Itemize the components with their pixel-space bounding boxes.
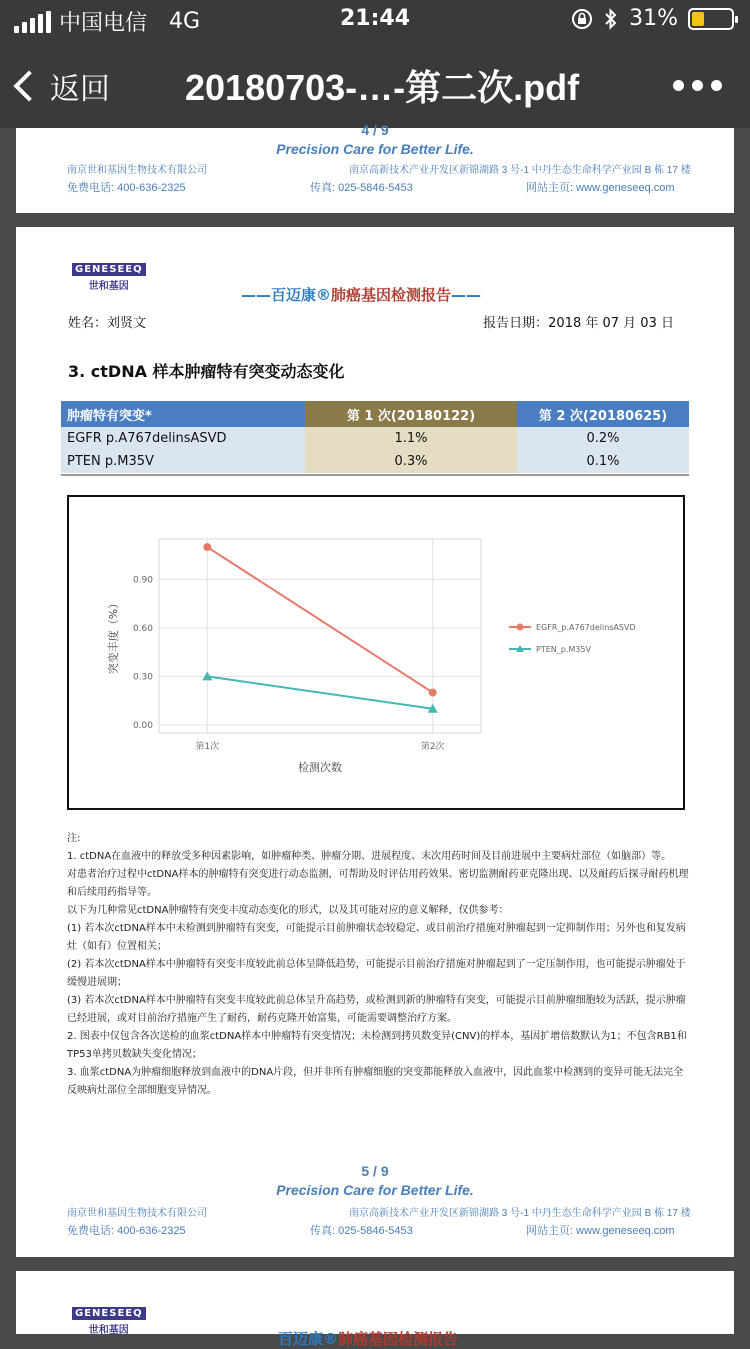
- footer-address: 南京高新技术产业开发区新锦湖路 3 号-1 中丹生态生命科学产业园 B 栋 17 楼: [349, 165, 691, 176]
- note-line: (1) 若本次ctDNA样本中未检测到肿瘤特有突变，可能提示目前肿瘤状态较稳定、或目前治疗措施对肿瘤起到一定抑制作用；另外也和复发病灶（如有）位置相关；: [67, 923, 686, 952]
- rotation-lock-icon: [571, 8, 593, 30]
- note-line: 以下为几种常见ctDNA肿瘤特有突变丰度动态变化的形式，以及其可能对应的意义解释，仅供参考：: [67, 905, 509, 916]
- mutation-chart-frame: [67, 495, 685, 810]
- x-tick-label: 第2次: [420, 742, 445, 752]
- mutation-trend-chart: [69, 497, 683, 808]
- x-tick-label: 第1次: [195, 742, 220, 752]
- patient-name: 姓名：刘贤文: [68, 316, 147, 331]
- table-header: 肿瘤特有突变*: [61, 401, 305, 427]
- footer-website: 网站主页: www.geneseeq.com: [526, 182, 675, 194]
- back-label: 返回: [50, 72, 110, 107]
- pdf-page-4-tail: [16, 122, 734, 213]
- status-bar: [0, 0, 750, 40]
- document-title: 20180703-…-第二次.pdf: [185, 67, 580, 108]
- section-title: 3. ctDNA 样本肿瘤特有突变动态变化: [68, 362, 345, 381]
- footer-website: 网站主页: www.geneseeq.com: [526, 1225, 675, 1237]
- note-line: 注:: [67, 833, 81, 844]
- footer-company: 南京世和基因生物技术有限公司: [67, 165, 207, 176]
- x-axis-title: 检测次数: [298, 761, 342, 774]
- report-date: 报告日期：2018 年 07 月 03 日: [483, 316, 674, 331]
- pdf-page-6-head: [16, 1271, 734, 1348]
- more-button[interactable]: [673, 80, 722, 91]
- battery-percent: 31%: [629, 6, 678, 31]
- chevron-left-icon: [13, 70, 44, 101]
- network-label: 4G: [169, 9, 201, 34]
- report-title: ——百迈康®肺癌基因检测报告——: [241, 286, 482, 304]
- data-point: [203, 543, 211, 551]
- table-header: 第 2 次(20180625): [517, 401, 689, 427]
- report-title: 百迈康®肺癌基因检测报告: [278, 1330, 459, 1348]
- footer-address: 南京高新技术产业开发区新锦湖路 3 号-1 中丹生态生命科学产业园 B 栋 17 楼: [349, 1208, 691, 1219]
- y-tick-label: 0.00: [132, 720, 153, 731]
- nav-bar: [0, 40, 750, 128]
- page-number: 4 / 9: [361, 122, 389, 138]
- table-bottom-rule: [61, 474, 689, 476]
- footer-company: 南京世和基因生物技术有限公司: [67, 1208, 207, 1219]
- legend-marker: [517, 624, 524, 631]
- note-line: 2. 图表中仅包含各次送检的血浆ctDNA样本中肿瘤特有突变情况；未检测到拷贝数变异(CNV)的样本，基因扩增倍数默认为1；不包含RB1和TP53单拷贝数缺失变化情况；: [67, 1031, 687, 1060]
- notes-block: [67, 830, 692, 1100]
- battery-icon: [688, 8, 734, 30]
- y-tick-label: 0.60: [132, 623, 153, 634]
- mutation-table: [61, 401, 689, 473]
- y-tick-label: 0.30: [132, 672, 153, 683]
- company-logo: GENESEEQ 世和基因: [72, 263, 146, 292]
- footer-phone: 免费电话: 400-636-2325: [67, 182, 186, 194]
- note-line: 3. 血浆ctDNA为肿瘤细胞释放到血液中的DNA片段，但并非所有肿瘤细胞的突变都能释放入血液中，因此血浆中检测到的变异可能无法完全反映病灶部位全部细胞变异情况。: [67, 1067, 684, 1096]
- legend-label: PTEN_p.M35V: [536, 645, 591, 654]
- note-line: (3) 若本次ctDNA样本中肿瘤特有突变丰度较此前总体呈升高趋势，或检测到新的肿瘤特有突变，可能提示目前肿瘤细胞较为活跃，提示肿瘤已经进展，或对目前治疗措施产生了耐药，耐药克隆开始富集，可能需要调整治疗方案。: [67, 995, 686, 1024]
- y-axis-title: 突变丰度（%）: [107, 597, 120, 675]
- note-line: 对患者治疗过程中ctDNA样本的肿瘤特有突变进行动态监测，可帮助及时评估用药效果、密切监测耐药亚克隆出现、以及耐药后探寻耐药机理和后续用药指导等。: [67, 869, 689, 898]
- bluetooth-icon: [603, 7, 619, 31]
- carrier-label: 中国电信: [59, 11, 148, 36]
- table-row: EGFR p.A767delinsASVD 1.1% 0.2%: [61, 427, 689, 450]
- footer-slogan: Precision Care for Better Life.: [276, 141, 474, 157]
- company-logo: GENESEEQ 世和基因: [72, 1307, 146, 1336]
- clock: 21:44: [339, 6, 411, 31]
- footer-fax: 传真: 025-5846-5453: [310, 182, 413, 194]
- back-button[interactable]: [18, 64, 110, 108]
- footer-fax: 传真: 025-5846-5453: [310, 1225, 413, 1237]
- footer-phone: 免费电话: 400-636-2325: [67, 1225, 186, 1237]
- note-line: (2) 若本次ctDNA样本中肿瘤特有突变丰度较此前总体呈降低趋势，可能提示目前治疗措施对肿瘤起到了一定压制作用，也可能提示肿瘤处于缓慢进展期；: [67, 959, 686, 988]
- pdf-page-5: [16, 227, 734, 1257]
- y-tick-label: 0.90: [132, 575, 153, 586]
- data-point: [429, 689, 437, 697]
- legend-label: EGFR_p.A767delinsASVD: [536, 623, 636, 632]
- note-line: 1. ctDNA在血液中的释放受多种因素影响，如肿瘤种类、肿瘤分期、进展程度、末次用药时间及目前进展中主要病灶部位（如脑部）等。: [67, 851, 672, 862]
- footer-slogan: Precision Care for Better Life.: [276, 1182, 474, 1198]
- table-header: 第 1 次(20180122): [305, 401, 517, 427]
- table-row: PTEN p.M35V 0.3% 0.1%: [61, 450, 689, 473]
- page-number: 5 / 9: [361, 1163, 389, 1179]
